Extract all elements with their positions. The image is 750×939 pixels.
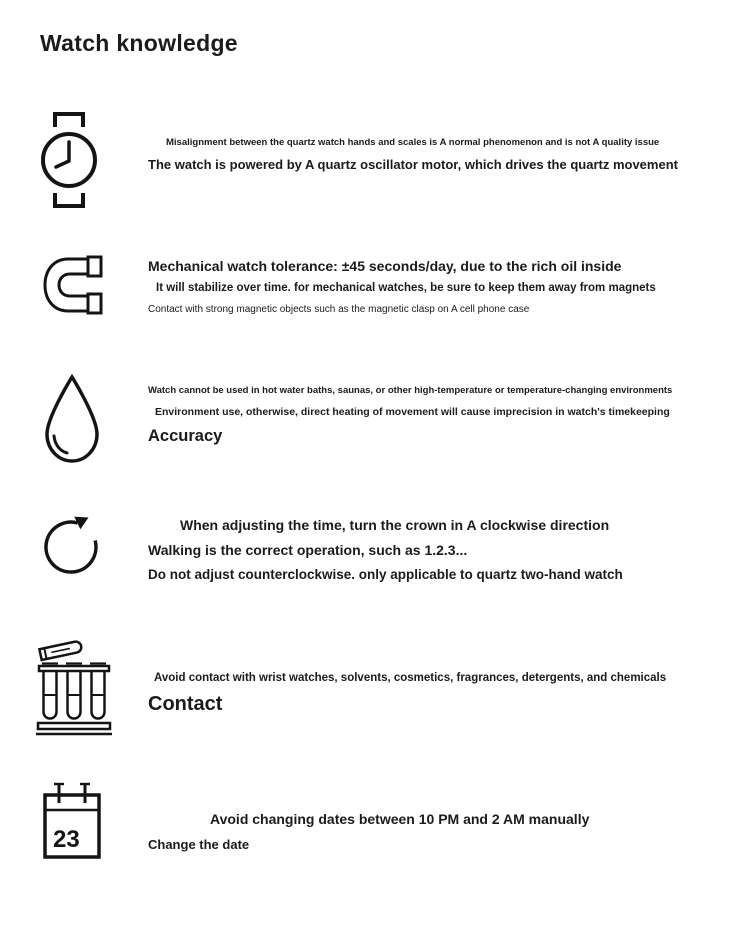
change-date-heading: Change the date bbox=[148, 837, 250, 852]
clockwise-line: When adjusting the time, turn the crown in A clockwise direction bbox=[180, 517, 610, 533]
section-crown-adjustment bbox=[0, 511, 750, 582]
walking-line: Walking is the correct operation, such as 1.2.3... bbox=[148, 542, 468, 558]
section-quartz-movement bbox=[0, 111, 750, 209]
test-tubes-icon bbox=[0, 638, 148, 736]
magnet-contact-line: Contact with strong magnetic objects such as the magnetic clasp on A cell phone case bbox=[148, 304, 530, 315]
stabilize-line: It will stabilize over time. for mechanical watches, be sure to keep them away from magnets bbox=[156, 282, 656, 294]
rotate-clockwise-icon bbox=[0, 511, 148, 577]
hot-water-line: Watch cannot be used in hot water baths, saunas, or other high-temperature or temperature-changing environments bbox=[148, 385, 673, 396]
tolerance-line: Mechanical watch tolerance: ±45 seconds/day, due to the rich oil inside bbox=[148, 258, 622, 274]
magnet-icon bbox=[0, 254, 148, 316]
section-date-change bbox=[0, 781, 750, 863]
accuracy-heading: Accuracy bbox=[148, 427, 223, 445]
page-title: Watch knowledge bbox=[40, 30, 238, 56]
calendar-icon bbox=[0, 781, 148, 863]
watch-knowledge-page bbox=[0, 30, 750, 939]
section-chemical-contact bbox=[0, 638, 750, 736]
section-temperature-accuracy bbox=[0, 373, 750, 465]
environment-line: Environment use, otherwise, direct heating of movement will cause imprecision in watch's timekeeping bbox=[155, 406, 670, 418]
avoid-date-change-line: Avoid changing dates between 10 PM and 2 AM manually bbox=[210, 811, 590, 827]
water-drop-icon bbox=[0, 373, 148, 465]
section-magnetism bbox=[0, 254, 750, 316]
quartz-main-line: The watch is powered by A quartz oscillator motor, which drives the quartz movement bbox=[148, 157, 678, 172]
watch-icon bbox=[0, 111, 148, 209]
counterclockwise-line: Do not adjust counterclockwise. only applicable to quartz two-hand watch bbox=[148, 567, 623, 582]
chemicals-line: Avoid contact with wrist watches, solvents, cosmetics, fragrances, detergents, and chemicals bbox=[154, 672, 667, 684]
contact-heading: Contact bbox=[148, 693, 223, 715]
quartz-note-line: Misalignment between the quartz watch hands and scales is A normal phenomenon and is not A quality issue bbox=[166, 137, 660, 148]
calendar-day-number: 23 bbox=[53, 826, 80, 853]
